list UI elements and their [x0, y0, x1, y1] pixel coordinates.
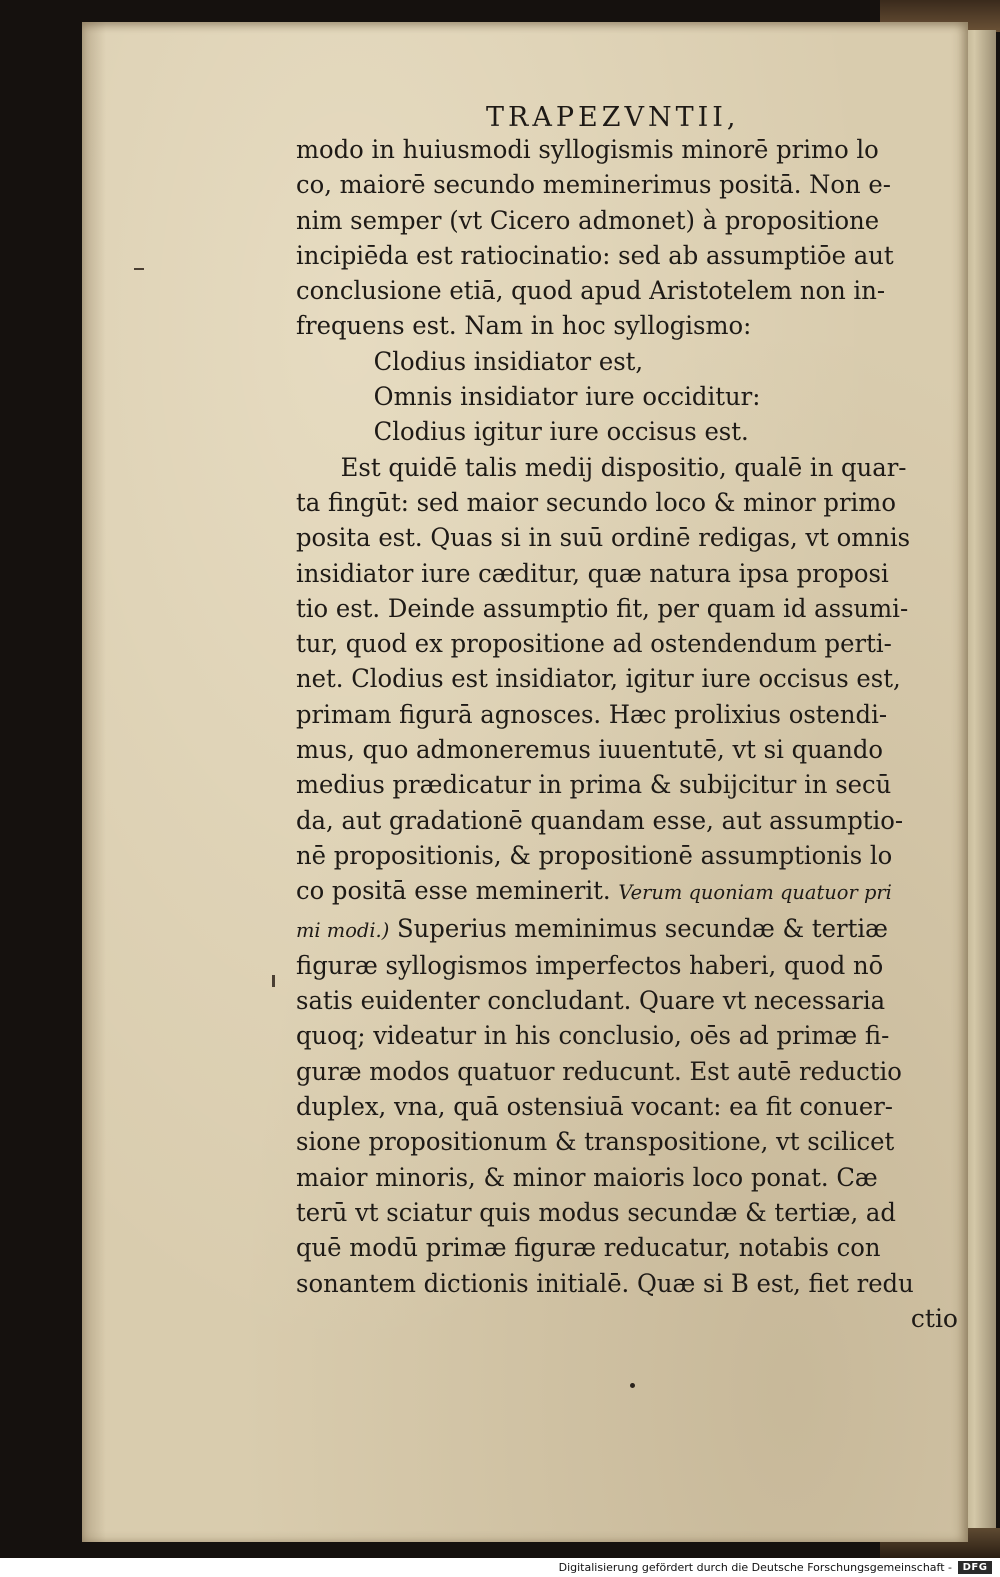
- line-text: modo in huiusmodi syllogismis minorē primo lo: [296, 135, 879, 164]
- text-line: [296, 344, 956, 379]
- line-text: tio est. Deinde assumptio fit, per quam id assumi-: [296, 593, 909, 623]
- text-line: [296, 661, 956, 696]
- text-line: [296, 948, 956, 983]
- text-lines: [296, 132, 976, 1301]
- text-line: [296, 983, 956, 1018]
- line-text: Clodius igitur iure occisus est.: [373, 417, 749, 447]
- footer-bar: [0, 1558, 1000, 1577]
- text-line: [296, 767, 956, 802]
- line-text: medius prædicatur in prima & subijcitur in secū: [296, 770, 892, 800]
- line-text: quoq; videatur in his conclusio, oēs ad primæ fi-: [296, 1021, 890, 1051]
- text-line: [296, 167, 956, 202]
- line-text: ta fingūt: sed maior secundo loco & minor primo: [296, 487, 896, 517]
- marginal-note: mi modi.): [296, 917, 390, 942]
- line-text: frequens est. Nam in hoc syllogismo:: [296, 311, 752, 341]
- line-text: duplex, vna, quā ostensiuā vocant: ea fit conuer-: [296, 1092, 894, 1122]
- text-line: [296, 803, 956, 838]
- text-line: [296, 1195, 956, 1230]
- line-text: satis euidenter concludant. Quare vt necessaria: [296, 986, 886, 1016]
- text-line: [296, 838, 956, 873]
- text-line: [296, 414, 956, 449]
- dfg-credit-text: Digitalisierung gefördert durch die Deutsche Forschungsgemeinschaft -: [558, 1561, 952, 1574]
- catchword: ctio: [910, 1303, 958, 1333]
- text-line: [296, 238, 956, 273]
- text-line: [296, 1089, 956, 1124]
- line-text: maior minoris, & minor maioris loco ponat. Cæ: [296, 1162, 878, 1192]
- line-text: nē propositionis, & propositionē assumptionis lo: [296, 840, 893, 870]
- line-text: guræ modos quatuor reducunt. Est autē reductio: [296, 1056, 902, 1086]
- line-text: Superius meminimus secundæ & tertiæ: [397, 913, 888, 943]
- line-text: primam figurā agnosces. Hæc prolixius ostendi-: [296, 699, 888, 729]
- text-line: [296, 626, 956, 661]
- text-line: [296, 450, 956, 485]
- line-text: figuræ syllogismos imperfectos haberi, quod nō: [296, 950, 884, 980]
- line-text: sonantem dictionis initialē. Quæ si B est, fiet redu: [296, 1268, 914, 1298]
- text-line: [296, 132, 956, 167]
- text-line: [296, 273, 956, 308]
- text-line: [296, 485, 956, 520]
- line-text: mus, quo admoneremus iuuentutē, vt si quando: [296, 735, 884, 765]
- line-text: Clodius insidiator est,: [373, 346, 644, 376]
- text-line: [296, 203, 956, 238]
- text-line: [296, 591, 956, 626]
- line-text: posita est. Quas si in suū ordinē redigas, vt omnis: [296, 523, 911, 553]
- marginal-note: Verum quoniam quatuor pri: [618, 880, 892, 905]
- text-line: [296, 1230, 956, 1265]
- margin-mark: [134, 268, 144, 270]
- line-text: Est quidē talis medij dispositio, qualē in quar-: [340, 452, 907, 482]
- page-gutter-shadow: [82, 22, 106, 1542]
- text-line: [296, 697, 956, 732]
- line-text: terū vt sciatur quis modus secundæ & tertiæ, ad: [296, 1197, 896, 1227]
- margin-mark: [272, 975, 275, 987]
- line-text: conclusione etiā, quod apud Aristotelem non in-: [296, 276, 886, 306]
- text-line: [296, 873, 956, 910]
- text-line: [296, 308, 956, 343]
- line-text: quē modū primæ figuræ reducatur, notabis con: [296, 1233, 881, 1263]
- line-text: da, aut gradationē quandam esse, aut assumptio-: [296, 805, 904, 835]
- text-line: [296, 911, 956, 948]
- running-head: TRAPEZVNTII,: [486, 102, 740, 133]
- line-text: tur, quod ex propositione ad ostendendum perti-: [296, 629, 892, 659]
- line-text: net. Clodius est insidiator, igitur iure occisus est,: [296, 664, 901, 694]
- line-text: co, maiorē secundo meminerimus positā. Non e-: [296, 170, 891, 200]
- text-line: [296, 1018, 956, 1053]
- text-line: [296, 732, 956, 767]
- text-line: [296, 379, 956, 414]
- line-text: insidiator iure cæditur, quæ natura ipsa proposi: [296, 558, 889, 588]
- line-text: incipiēda est ratiocinatio: sed ab assumptiōe aut: [296, 240, 894, 270]
- line-text: Omnis insidiator iure occiditur:: [373, 382, 761, 412]
- text-line: [296, 1160, 956, 1195]
- line-text: sione propositionum & transpositione, vt scilicet: [296, 1127, 895, 1157]
- dfg-logo-icon: DFG: [958, 1561, 992, 1574]
- line-text: nim semper (vt Cicero admonet) à propositione: [296, 205, 880, 235]
- text-line: [296, 520, 956, 555]
- text-line: [296, 1124, 956, 1159]
- ink-dot: [630, 1383, 635, 1388]
- text-line: [296, 1054, 956, 1089]
- page-text-block: [296, 100, 976, 1336]
- line-text: co positā esse meminerit.: [296, 876, 611, 906]
- text-line: [296, 1266, 956, 1301]
- text-line: [296, 556, 956, 591]
